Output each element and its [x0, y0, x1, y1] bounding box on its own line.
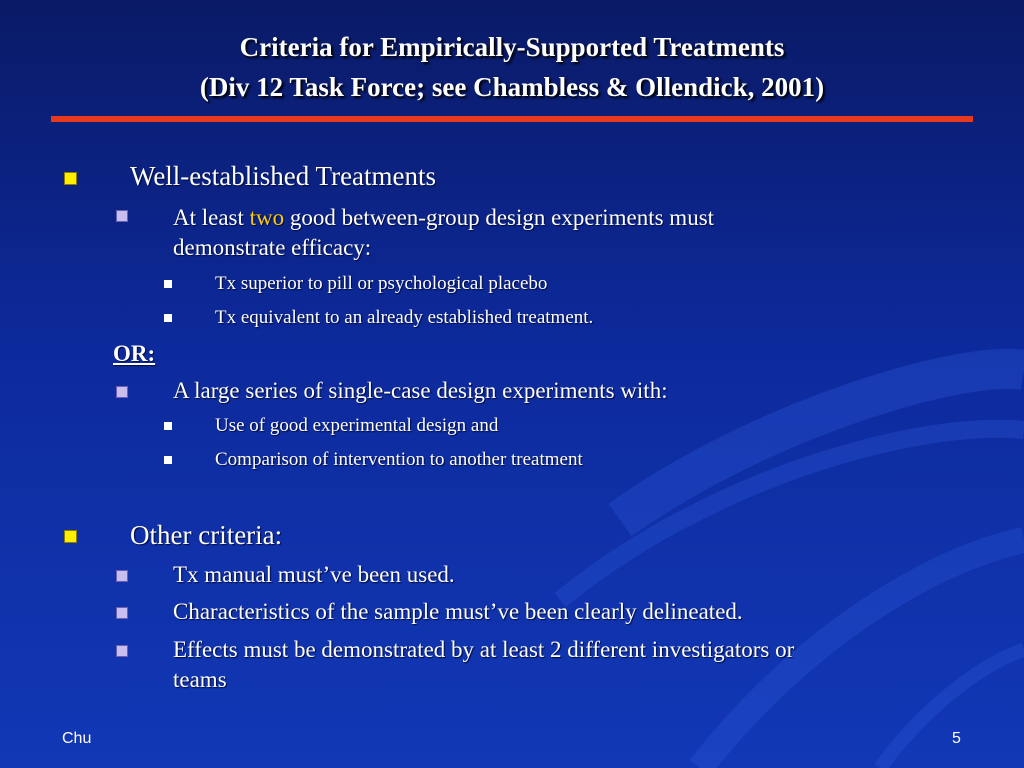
point-text-post: good between-group design experiments must [284, 205, 715, 230]
footer-author: Chu [62, 730, 92, 747]
point-single-case: A large series of single-case design experiments with: [173, 378, 668, 403]
square-bullet-icon [116, 570, 128, 582]
square-bullet-icon [64, 172, 77, 185]
title-line-2: (Div 12 Task Force; see Chambless & Ollendick, 2001) [199, 72, 825, 102]
sub-point-equivalent: Tx equivalent to an already established treatment. [215, 307, 594, 328]
square-bullet-icon [64, 530, 77, 543]
square-bullet-icon [116, 386, 128, 398]
square-bullet-icon [164, 280, 172, 288]
point-investigators-continued: teams [173, 667, 227, 692]
sub-point-design: Use of good experimental design and [215, 415, 499, 436]
heading-other-criteria: Other criteria: [130, 520, 283, 550]
title-line-1: Criteria for Empirically-Supported Treatments [239, 32, 785, 62]
footer-page-number: 5 [952, 730, 961, 747]
square-bullet-icon [116, 645, 128, 657]
point-between-group [173, 203, 973, 233]
heading-well-established: Well-established Treatments [130, 161, 437, 191]
or-label: OR: [113, 341, 156, 366]
highlighted-word: two [249, 205, 285, 230]
point-sample: Characteristics of the sample must’ve been clearly delineated. [173, 599, 743, 624]
sub-point-comparison: Comparison of intervention to another treatment [215, 449, 583, 470]
square-bullet-icon [164, 314, 172, 322]
square-bullet-icon [164, 422, 172, 430]
square-bullet-icon [116, 607, 128, 619]
square-bullet-icon [164, 456, 172, 464]
square-bullet-icon [116, 210, 128, 222]
point-investigators: Effects must be demonstrated by at least 2 different investigators or [173, 637, 795, 662]
point-manual: Tx manual must’ve been used. [173, 562, 455, 587]
sub-point-placebo: Tx superior to pill or psychological placebo [215, 273, 548, 294]
point-text-pre: At least [173, 205, 250, 230]
point-between-group-continued: demonstrate efficacy: [173, 235, 372, 260]
